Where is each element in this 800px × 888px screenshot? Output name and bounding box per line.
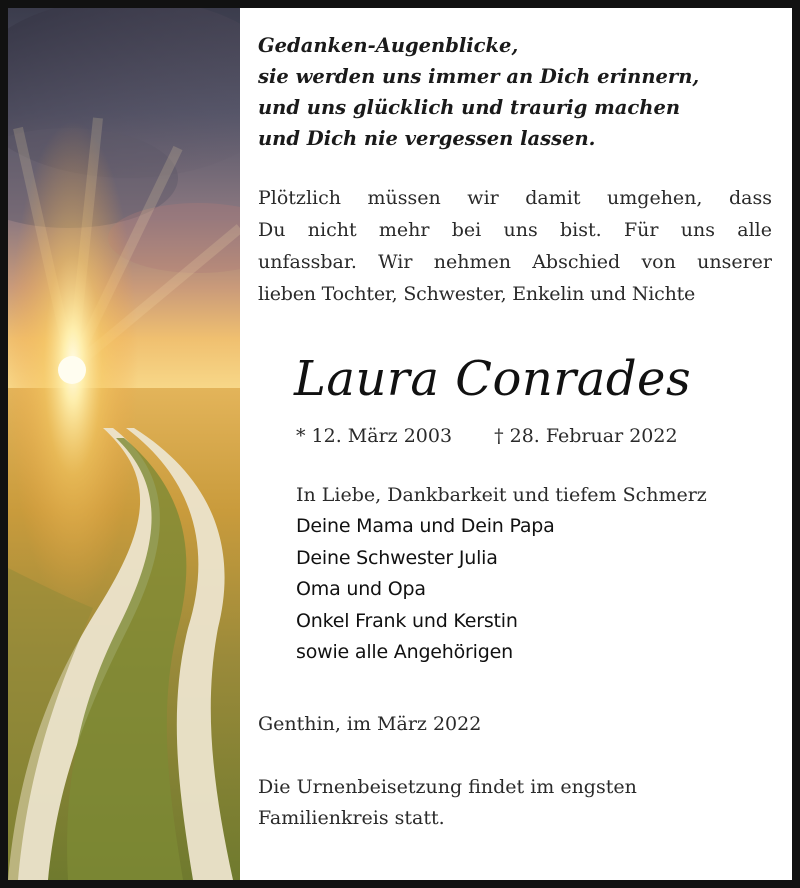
intro-line: Plötzlich müssen wir damit umgehen, dass [258,187,772,209]
notice-line: Familienkreis statt. [258,806,445,829]
intro-line: Du nicht mehr bei uns bist. Für uns alle [258,219,772,241]
mourner-line: sowie alle Angehörigen [296,641,513,663]
place-date: Genthin, im März 2022 [258,712,482,735]
intro-paragraph [258,182,772,310]
poem-line: Gedanken-Augenblicke, [258,34,519,57]
deceased-name: Laura Conrades [294,351,692,407]
life-dates [258,422,772,450]
notice-line: Die Urnenbeisetzung findet im engsten [258,775,637,798]
obituary-text [258,30,772,834]
burial-notice [258,772,772,834]
sunset-field-path-photo [8,8,240,880]
poem-line: sie werden uns immer an Dich erinnern, [258,65,700,88]
mourners-signature [258,480,772,669]
death-date: † 28. Februar 2022 [494,425,678,447]
poem-line: und Dich nie vergessen lassen. [258,127,596,150]
intro-line: lieben Tochter, Schwester, Enkelin und Nichte [258,283,696,305]
mourner-line: Deine Mama und Dein Papa [296,515,555,537]
intro-line: unfassbar. Wir nehmen Abschied von unserer [258,251,772,273]
mourner-line: Deine Schwester Julia [296,546,498,569]
poem-line: und uns glücklich und traurig machen [258,96,681,119]
mourner-line: Onkel Frank und Kerstin [296,609,518,632]
memorial-poem [258,30,772,154]
mourner-line: Oma und Opa [296,578,426,600]
signature-lead: In Liebe, Dankbarkeit und tiefem Schmerz [296,484,707,506]
birth-date: * 12. März 2003 [296,425,453,447]
